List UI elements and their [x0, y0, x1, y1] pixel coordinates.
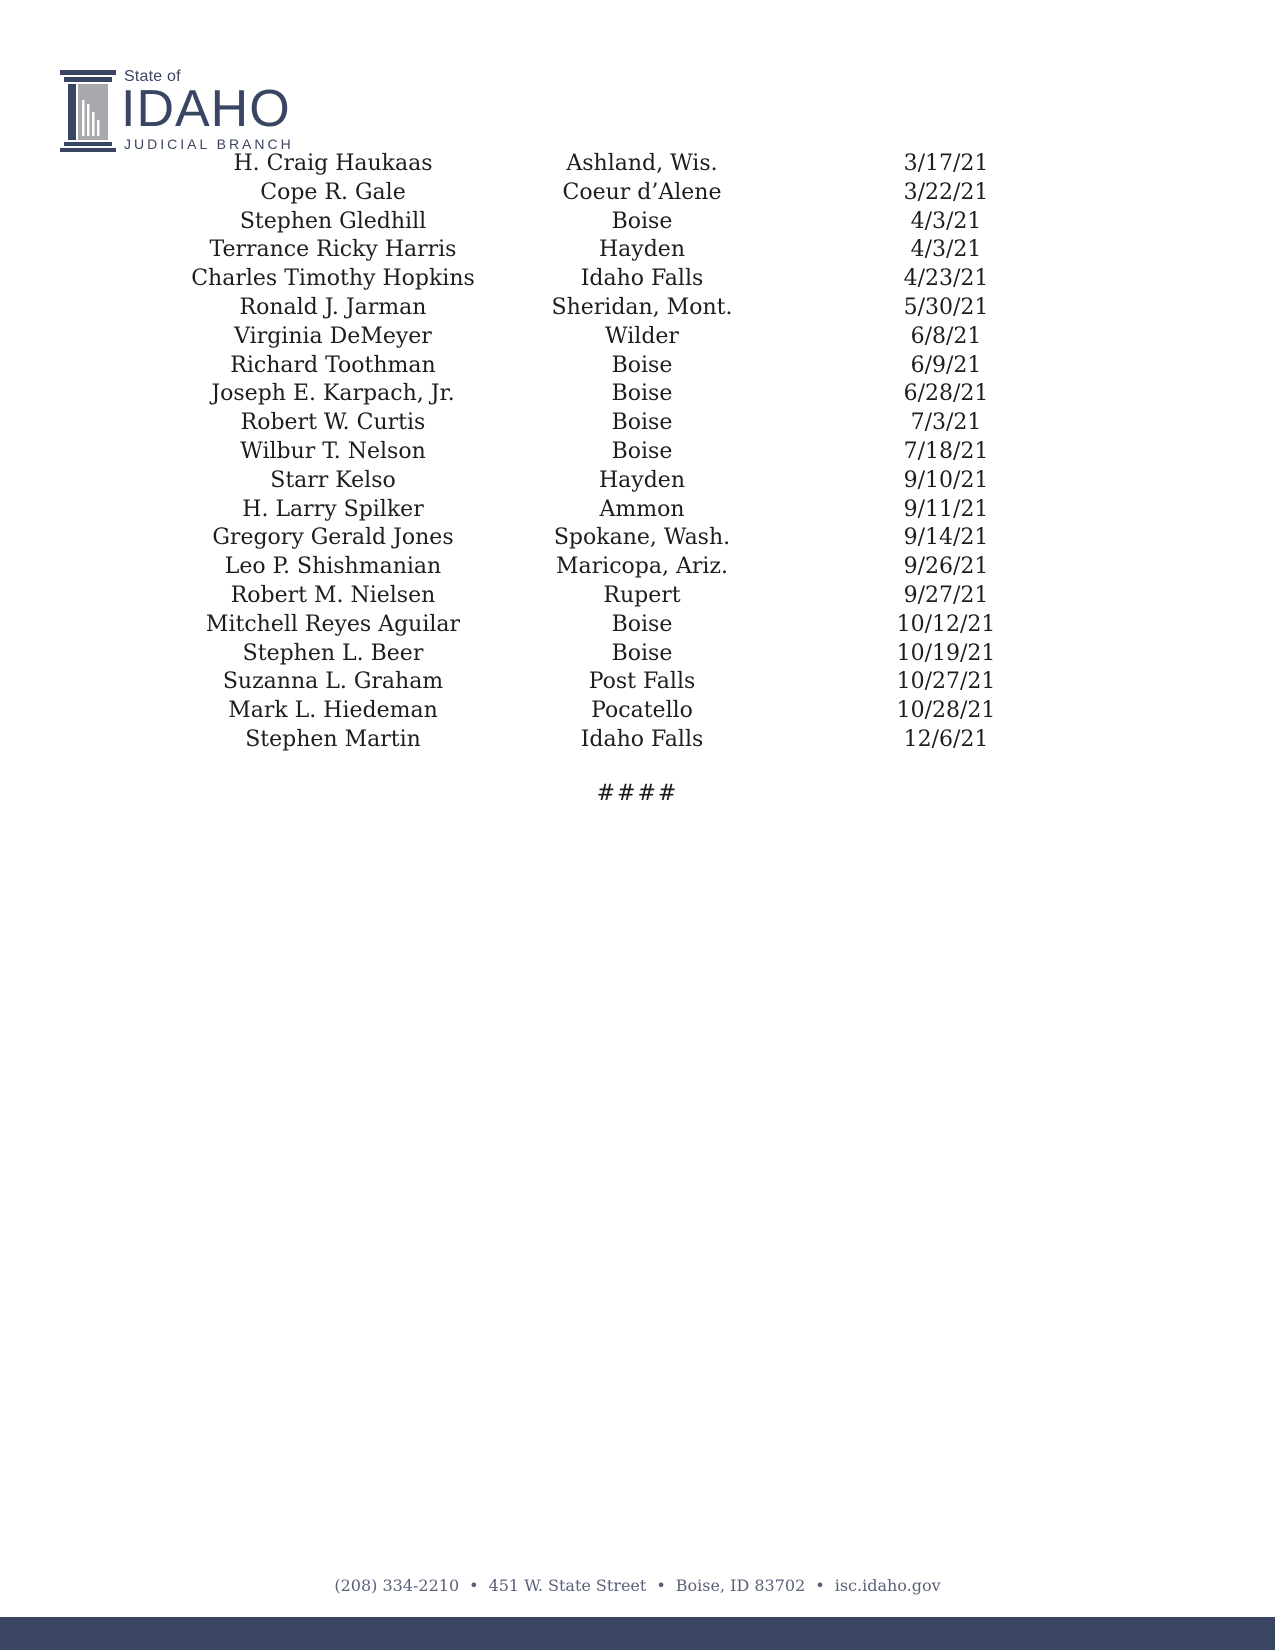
- roster-name: Charles Timothy Hopkins: [191, 266, 475, 292]
- roster-row: [0, 380, 1275, 409]
- roster-city: Post Falls: [588, 669, 696, 695]
- roster-row: [0, 640, 1275, 669]
- roster-name: Stephen L. Beer: [242, 640, 424, 666]
- roster-row: [0, 352, 1275, 381]
- roster-city: Boise: [611, 640, 673, 666]
- logo-idaho: IDAHO: [121, 80, 291, 138]
- roster-name: Terrance Ricky Harris: [209, 237, 457, 263]
- roster-row: [0, 697, 1275, 726]
- roster-row: [0, 496, 1275, 525]
- roster-date: 7/3/21: [910, 410, 982, 436]
- footer-separator: •: [469, 1576, 479, 1595]
- footer-website[interactable]: isc.idaho.gov: [834, 1576, 941, 1595]
- roster-name: Starr Kelso: [270, 467, 396, 493]
- roster-name: Suzanna L. Graham: [222, 669, 444, 695]
- roster-row: [0, 236, 1275, 265]
- roster-city: Pocatello: [591, 698, 693, 724]
- roster-name: Joseph E. Karpach, Jr.: [211, 381, 455, 407]
- roster-name: Stephen Gledhill: [239, 208, 427, 234]
- roster-row: [0, 553, 1275, 582]
- roster-name: Mitchell Reyes Aguilar: [205, 611, 461, 637]
- roster-city: Hayden: [598, 467, 685, 493]
- footer-separator: •: [815, 1576, 825, 1595]
- roster-name: Robert M. Nielsen: [230, 582, 436, 608]
- logo-judicial-branch: JUDICIAL BRANCH: [124, 136, 294, 152]
- roster-row: [0, 208, 1275, 237]
- roster-row: [0, 582, 1275, 611]
- roster-date: 9/10/21: [903, 467, 989, 493]
- footer-address: 451 W. State Street: [488, 1576, 647, 1595]
- roster-date: 6/9/21: [910, 352, 982, 378]
- roster-date: 6/8/21: [910, 323, 982, 349]
- roster-city: Idaho Falls: [580, 266, 704, 292]
- roster-date: 5/30/21: [903, 294, 989, 320]
- roster-name: Mark L. Hiedeman: [228, 698, 438, 724]
- roster-row: [0, 265, 1275, 294]
- roster-row: [0, 467, 1275, 496]
- roster-city: Ammon: [599, 496, 685, 522]
- roster-row: [0, 179, 1275, 208]
- roster-date: 6/28/21: [903, 381, 989, 407]
- roster-name: Richard Toothman: [230, 352, 436, 378]
- logo-state-of: State of: [124, 68, 181, 85]
- roster-city: Coeur d’Alene: [562, 179, 722, 205]
- roster-city: Wilder: [605, 323, 679, 349]
- roster-row: [0, 438, 1275, 467]
- end-mark: ####: [596, 781, 679, 806]
- footer-city: Boise, ID 83702: [675, 1576, 806, 1595]
- roster-name: Stephen Martin: [245, 726, 421, 752]
- roster-name: H. Craig Haukaas: [233, 151, 433, 176]
- roster-date: 12/6/21: [903, 726, 989, 752]
- roster-city: Boise: [611, 410, 673, 436]
- roster-name: Wilbur T. Nelson: [240, 438, 426, 464]
- footer-bar: [0, 1617, 1275, 1650]
- footer-contact: [0, 1576, 1275, 1595]
- roster-row: [0, 323, 1275, 352]
- roster-table: [0, 150, 1275, 755]
- roster-city: Boise: [611, 208, 673, 234]
- roster-city: Hayden: [598, 237, 685, 263]
- roster-row: [0, 524, 1275, 553]
- roster-row: [0, 294, 1275, 323]
- roster-city: Idaho Falls: [580, 726, 704, 752]
- roster-row: [0, 409, 1275, 438]
- roster-date: 4/3/21: [910, 237, 982, 263]
- roster-city: Boise: [611, 611, 673, 637]
- roster-name: Ronald J. Jarman: [239, 294, 427, 320]
- pillar-icon: [60, 70, 118, 152]
- roster-city: Boise: [611, 381, 673, 407]
- roster-name: Robert W. Curtis: [240, 410, 426, 436]
- roster-city: Ashland, Wis.: [566, 151, 718, 176]
- roster-name: Cope R. Gale: [260, 179, 406, 205]
- roster-date: 10/19/21: [896, 640, 996, 666]
- roster-city: Maricopa, Ariz.: [556, 554, 728, 580]
- roster-date: 9/11/21: [903, 496, 989, 522]
- roster-date: 9/14/21: [903, 525, 989, 551]
- roster-name: Virginia DeMeyer: [234, 323, 432, 349]
- roster-date: 10/27/21: [896, 669, 996, 695]
- roster-name: Gregory Gerald Jones: [212, 525, 454, 551]
- roster-city: Spokane, Wash.: [553, 525, 731, 551]
- roster-date: 7/18/21: [903, 438, 989, 464]
- footer-separator: •: [656, 1576, 666, 1595]
- roster-row: [0, 726, 1275, 755]
- roster-city: Sheridan, Mont.: [551, 294, 733, 320]
- roster-date: 10/12/21: [896, 611, 996, 637]
- roster-row: [0, 150, 1275, 179]
- roster-date: 10/28/21: [896, 698, 996, 724]
- footer-phone: (208) 334-2210: [334, 1576, 460, 1595]
- roster-row: [0, 611, 1275, 640]
- roster-date: 3/22/21: [903, 179, 989, 205]
- roster-date: 9/27/21: [903, 582, 989, 608]
- roster-date: 4/3/21: [910, 208, 982, 234]
- roster-city: Boise: [611, 352, 673, 378]
- roster-name: H. Larry Spilker: [242, 496, 424, 522]
- roster-date: 4/23/21: [903, 266, 989, 292]
- roster-name: Leo P. Shishmanian: [224, 554, 442, 580]
- roster-row: [0, 668, 1275, 697]
- roster-date: 3/17/21: [903, 151, 989, 176]
- roster-city: Rupert: [603, 582, 681, 608]
- roster-city: Boise: [611, 438, 673, 464]
- letterhead-logo: [60, 64, 320, 156]
- roster-date: 9/26/21: [903, 554, 989, 580]
